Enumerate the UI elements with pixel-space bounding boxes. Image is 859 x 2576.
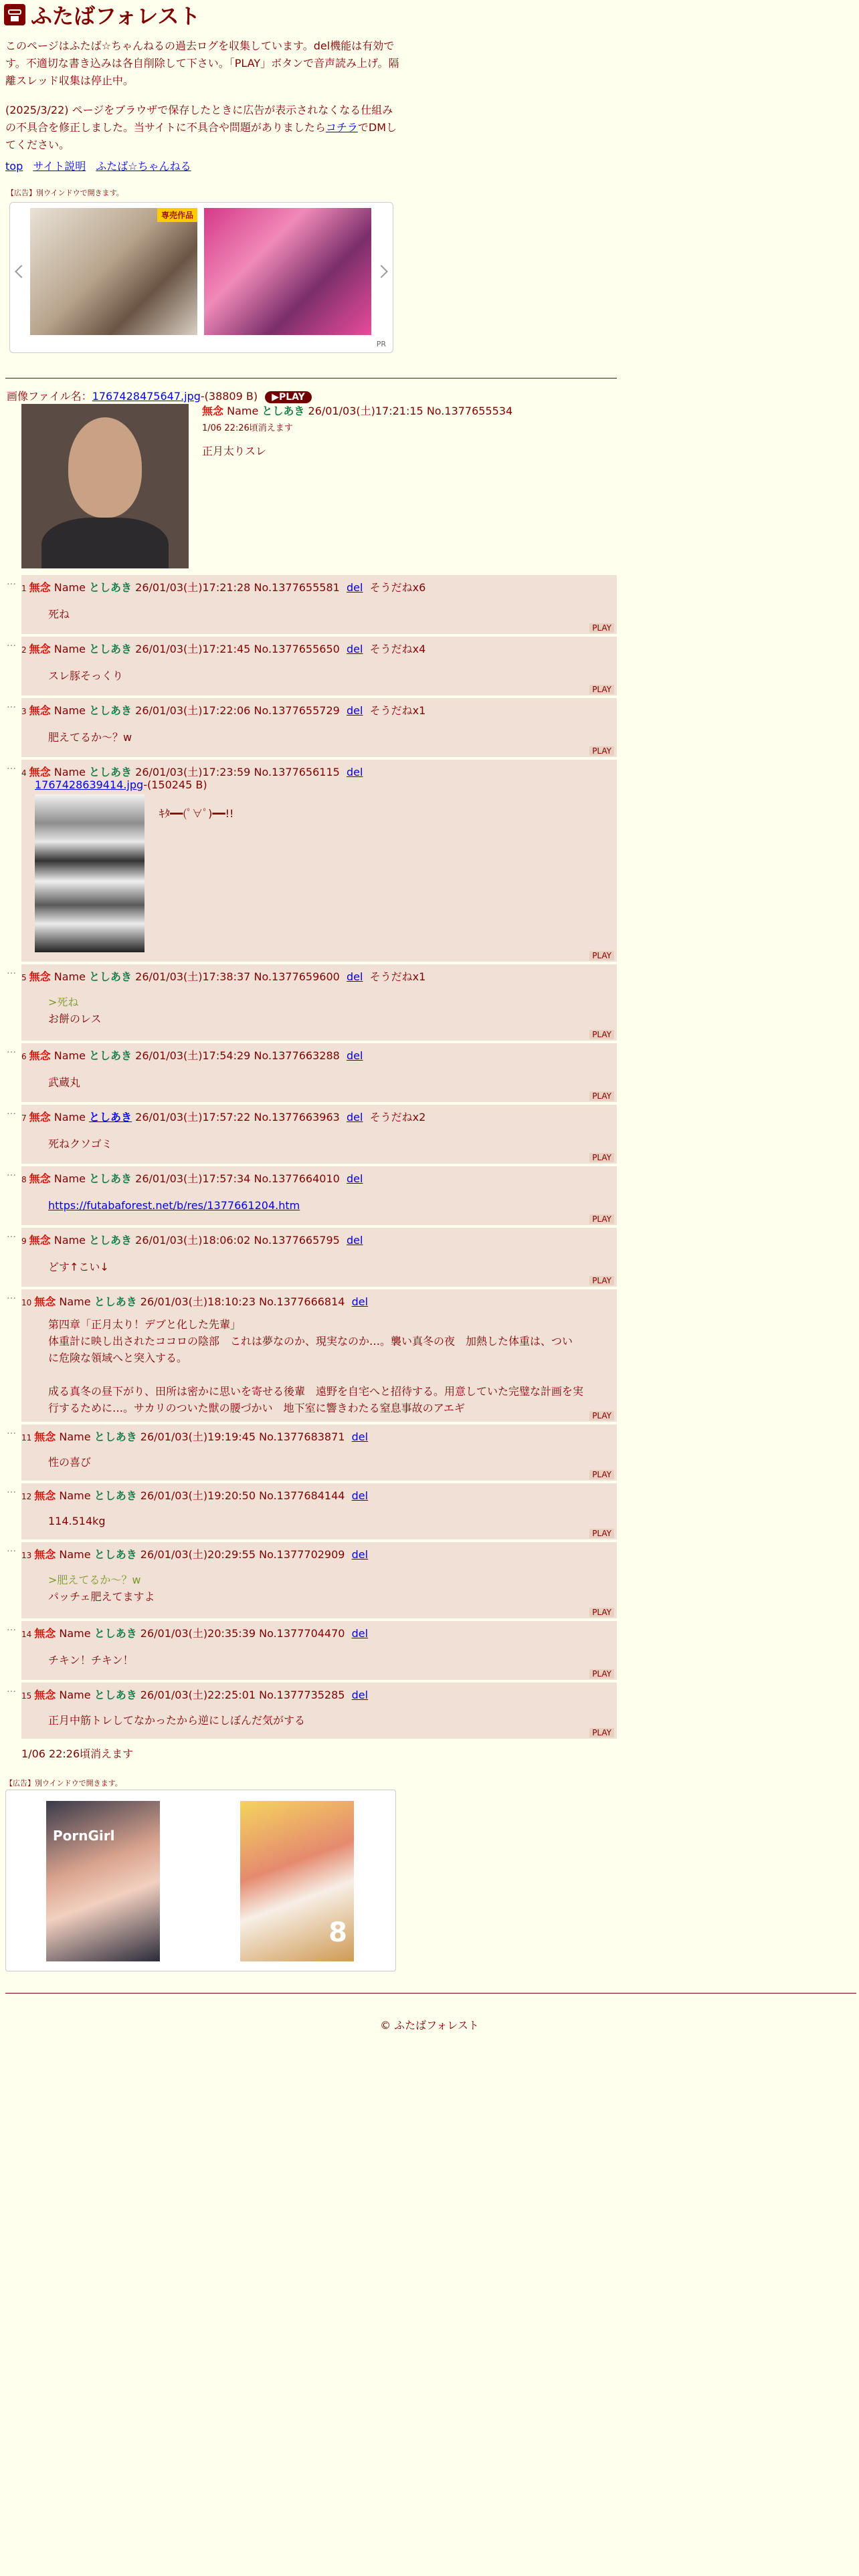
- nav-links: [5, 158, 198, 173]
- del-link[interactable]: del: [347, 1049, 363, 1062]
- reply-body: 性の喜び: [48, 1456, 92, 1469]
- reply-body: 第四章「正月太り！デブと化した先輩」 体重計に映し出されたココロの陰部 これは夢なのか、現実なのか…。襲い真冬の夜 加熱した体重は、つい に危険な領域へと突入する。 成る真冬の昼下がり、田所は密かに思いを寄せる後輩 遠野を自宅へと招待する。用意していた完璧な計画を実 行するために…。サカリのついた獣の腰づかい 地下室に響きわたる窒息事故のアエギ: [48, 1318, 584, 1414]
- reply-menu-icon[interactable]: …: [7, 638, 16, 649]
- reply-8: [7, 1166, 617, 1225]
- reply-play-button[interactable]: PLAY: [589, 685, 614, 694]
- reply-body: スレ豚そっくり: [48, 669, 124, 682]
- thread-link[interactable]: https://futabaforest.net/b/res/1377661204.htm: [48, 1199, 300, 1212]
- op-number[interactable]: No.1377655534: [426, 405, 513, 417]
- reply-play-button[interactable]: PLAY: [589, 1091, 614, 1101]
- ad-pr-mark: PR: [376, 340, 386, 348]
- reply-header: 8 無念 Name としあき 26/01/03(土)17:57:34 No.1377664010 del: [21, 1172, 363, 1185]
- del-link[interactable]: del: [347, 643, 363, 655]
- reply-header: 5 無念 Name としあき 26/01/03(土)17:38:37 No.1377659600 del そうだねx1: [21, 970, 426, 983]
- del-link[interactable]: del: [351, 1295, 369, 1308]
- op-play-button[interactable]: ▶PLAY: [265, 391, 312, 403]
- futaba-logo-icon[interactable]: [4, 4, 25, 25]
- reply-header: 6 無念 Name としあき 26/01/03(土)17:54:29 No.1377663288 del: [21, 1049, 363, 1062]
- del-link[interactable]: del: [351, 1689, 369, 1701]
- reply-menu-icon[interactable]: …: [7, 1426, 16, 1436]
- reply-12: [7, 1483, 617, 1539]
- ad-bottom-right-badge: 8: [328, 1917, 347, 1948]
- reply-10: [7, 1289, 617, 1422]
- reply-menu-icon[interactable]: …: [7, 1229, 16, 1240]
- reply-file-link[interactable]: 1767428639414.jpg: [35, 778, 144, 791]
- reply-6: [7, 1043, 617, 1102]
- del-link[interactable]: del: [347, 1234, 363, 1247]
- reply-13: [7, 1542, 617, 1618]
- quote-text: >死ね: [48, 996, 79, 1008]
- reply-menu-icon[interactable]: …: [7, 1045, 16, 1055]
- reply-play-button[interactable]: PLAY: [589, 1276, 614, 1285]
- quote-text: >肥えてるか〜？w: [48, 1574, 141, 1586]
- op-file-link[interactable]: 1767428475647.jpg: [92, 390, 201, 403]
- reply-body: 肥えてるか〜？w: [48, 731, 132, 744]
- reply-body: 死ね: [48, 608, 70, 621]
- ad-bottom-left-title: PornGirl: [53, 1828, 115, 1844]
- reply-file-info: 1767428639414.jpg-(150245 B): [35, 778, 207, 791]
- sodane-button[interactable]: そうだねx1: [369, 970, 426, 983]
- reply-header: 2 無念 Name としあき 26/01/03(土)17:21:45 No.1377655650 del そうだねx4: [21, 643, 426, 655]
- reply-1: [7, 575, 617, 634]
- op-date: 26/01/03(土)17:21:15: [308, 405, 423, 417]
- reply-header: 12 無念 Name としあき 26/01/03(土)19:20:50 No.1377684144 del: [21, 1489, 369, 1502]
- reply-body: 死ねクソゴミ: [48, 1138, 112, 1150]
- op-file-info: 画像ファイル名：1767428475647.jpg-(38809 B) ▶PLAY: [7, 388, 312, 403]
- reply-menu-icon[interactable]: …: [7, 1622, 16, 1633]
- reply-menu-icon[interactable]: …: [7, 1684, 16, 1695]
- del-link[interactable]: del: [347, 766, 363, 778]
- reply-header: 10 無念 Name としあき 26/01/03(土)18:10:23 No.1377666814 del: [21, 1295, 369, 1308]
- reply-thumbnail[interactable]: [35, 794, 145, 952]
- reply-body: [48, 1197, 300, 1214]
- contact-link[interactable]: コチラ: [325, 121, 358, 134]
- del-link[interactable]: del: [347, 970, 363, 983]
- sodane-button[interactable]: そうだねx1: [369, 704, 426, 717]
- reply-play-button[interactable]: PLAY: [589, 746, 614, 756]
- reply-body: ｷﾀ━━(ﾟ∀ﾟ)━━!!: [159, 807, 234, 820]
- reply-header: 4 無念 Name としあき 26/01/03(土)17:23:59 No.1377656115 del: [21, 766, 363, 778]
- sodane-button[interactable]: そうだねx6: [369, 581, 426, 594]
- reply-play-button[interactable]: PLAY: [589, 1470, 614, 1479]
- nav-futaba-link[interactable]: ふたば☆ちゃんねる: [96, 160, 191, 173]
- op-name: としあき: [262, 405, 305, 417]
- del-link[interactable]: del: [347, 581, 363, 594]
- reply-menu-icon[interactable]: …: [7, 1291, 16, 1301]
- reply-header: 1 無念 Name としあき 26/01/03(土)17:21:28 No.1377655581 del そうだねx6: [21, 581, 426, 594]
- nav-top-link[interactable]: top: [5, 160, 23, 173]
- reply-body: >肥えてるか〜？w パッチェ肥えてますよ: [48, 1572, 155, 1605]
- ad-label: 【広告】別ウインドウで開きます。: [7, 189, 124, 197]
- divider: [5, 378, 617, 379]
- reply-3: [7, 698, 617, 757]
- op-subject: 無念: [202, 405, 224, 417]
- op-header: 無念 Name としあき 26/01/03(土)17:21:15 No.1377655534: [202, 405, 513, 417]
- reply-body: 114.514kg: [48, 1515, 106, 1527]
- sodane-button[interactable]: そうだねx4: [369, 643, 426, 655]
- reply-menu-icon[interactable]: …: [7, 576, 16, 587]
- reply-header: 13 無念 Name としあき 26/01/03(土)20:29:55 No.1377702909 del: [21, 1548, 369, 1561]
- reply-body: どす↑こい↓: [48, 1261, 109, 1273]
- op-text: 正月太りスレ: [202, 445, 267, 457]
- carousel-prev-icon[interactable]: [15, 265, 28, 278]
- reply-body: 武蔵丸: [48, 1076, 81, 1089]
- ad-image-bottom-left[interactable]: [46, 1801, 160, 1961]
- reply-15: [7, 1683, 617, 1739]
- reply-header: 9 無念 Name としあき 26/01/03(土)18:06:02 No.1377665795 del: [21, 1234, 363, 1247]
- divider-bottom: [5, 1993, 856, 1994]
- reply-play-button[interactable]: PLAY: [589, 1608, 614, 1617]
- reply-body: >死ね お餅のレス: [48, 994, 102, 1027]
- thread-expire: 1/06 22:26頃消えます: [21, 1747, 134, 1760]
- ad-image-right[interactable]: [204, 208, 371, 335]
- del-link[interactable]: del: [347, 1172, 363, 1185]
- reply-play-button[interactable]: PLAY: [589, 951, 614, 960]
- reply-header: 11 無念 Name としあき 26/01/03(土)19:19:45 No.1377683871 del: [21, 1430, 369, 1443]
- reply-menu-icon[interactable]: …: [7, 1543, 16, 1554]
- reply-menu-icon[interactable]: …: [7, 700, 16, 710]
- reply-play-button[interactable]: PLAY: [589, 1728, 614, 1737]
- ad-label-bottom: 【広告】別ウインドウで開きます。: [5, 1779, 122, 1788]
- footer-copyright: © ふたばフォレスト: [380, 2019, 479, 2032]
- reply-14: [7, 1621, 617, 1680]
- reply-body: 正月中筋トレしてなかったから逆にしぼんだ気がする: [48, 1714, 306, 1727]
- reply-play-button[interactable]: PLAY: [589, 623, 614, 633]
- ad-image-left[interactable]: [30, 208, 197, 335]
- ad-carousel: [9, 202, 393, 353]
- reply-header: 14 無念 Name としあき 26/01/03(土)20:35:39 No.1377704470 del: [21, 1627, 369, 1640]
- ad-image-bottom-right[interactable]: [240, 1801, 354, 1961]
- notice-paragraph-1: このページはふたば☆ちゃんねるの過去ログを収集しています。del機能は有効です。不適切な書き込みは各自削除して下さい。「PLAY」ボタンで音声読み上げ。隔離スレッド収集は停止中。: [5, 39, 399, 87]
- site-title[interactable]: ふたばフォレスト: [31, 3, 201, 29]
- reply-menu-icon[interactable]: …: [7, 761, 16, 772]
- reply-2: [7, 637, 617, 695]
- reply-play-button[interactable]: PLAY: [589, 1411, 614, 1420]
- notice-paragraph-2: (2025/3/22) ページをブラウザで保存したときに広告が表示されなくなる仕組みの不具合を修正しました。当サイトに不具合や問題がありましたらコチラでDMしてください。: [5, 104, 397, 151]
- del-link[interactable]: del: [351, 1627, 369, 1640]
- nav-about-link[interactable]: サイト説明: [33, 160, 86, 173]
- site-header: [4, 3, 200, 27]
- ad-banner-bottom: [5, 1790, 396, 1971]
- reply-play-button[interactable]: PLAY: [589, 1669, 614, 1679]
- reply-9: [7, 1228, 617, 1287]
- reply-play-button[interactable]: PLAY: [589, 1153, 614, 1162]
- op-expire: 1/06 22:26頃消えます: [202, 423, 293, 433]
- del-link[interactable]: del: [351, 1489, 369, 1502]
- op-thumbnail[interactable]: [21, 404, 189, 568]
- sodane-button[interactable]: そうだねx2: [369, 1111, 426, 1123]
- reply-menu-icon[interactable]: …: [7, 966, 16, 976]
- reply-menu-icon[interactable]: …: [7, 1106, 16, 1117]
- reply-11: [7, 1424, 617, 1481]
- reply-header: 7 無念 Name としあき 26/01/03(土)17:57:22 No.1377663963 del そうだねx2: [21, 1111, 426, 1123]
- reply-play-button[interactable]: PLAY: [589, 1214, 614, 1224]
- del-link[interactable]: del: [347, 704, 363, 717]
- reply-play-button[interactable]: PLAY: [589, 1030, 614, 1039]
- reply-5: [7, 964, 617, 1041]
- reply-menu-icon[interactable]: …: [7, 1168, 16, 1178]
- del-link[interactable]: del: [351, 1430, 369, 1443]
- del-link[interactable]: del: [351, 1548, 369, 1561]
- reply-header: 15 無念 Name としあき 26/01/03(土)22:25:01 No.1377735285 del: [21, 1689, 369, 1701]
- reply-7: [7, 1105, 617, 1164]
- reply-4: [7, 760, 617, 962]
- reply-play-button[interactable]: PLAY: [589, 1529, 614, 1538]
- reply-menu-icon[interactable]: …: [7, 1485, 16, 1495]
- ad-exclusive-badge: 専売作品: [157, 208, 197, 222]
- reply-header: 3 無念 Name としあき 26/01/03(土)17:22:06 No.1377655729 del そうだねx1: [21, 704, 426, 717]
- carousel-next-icon[interactable]: [375, 265, 388, 278]
- del-link[interactable]: del: [347, 1111, 363, 1123]
- name-mail-link[interactable]: としあき: [89, 1111, 132, 1123]
- reply-body: チキン！チキン！: [48, 1654, 134, 1667]
- site-notice: [5, 37, 400, 166]
